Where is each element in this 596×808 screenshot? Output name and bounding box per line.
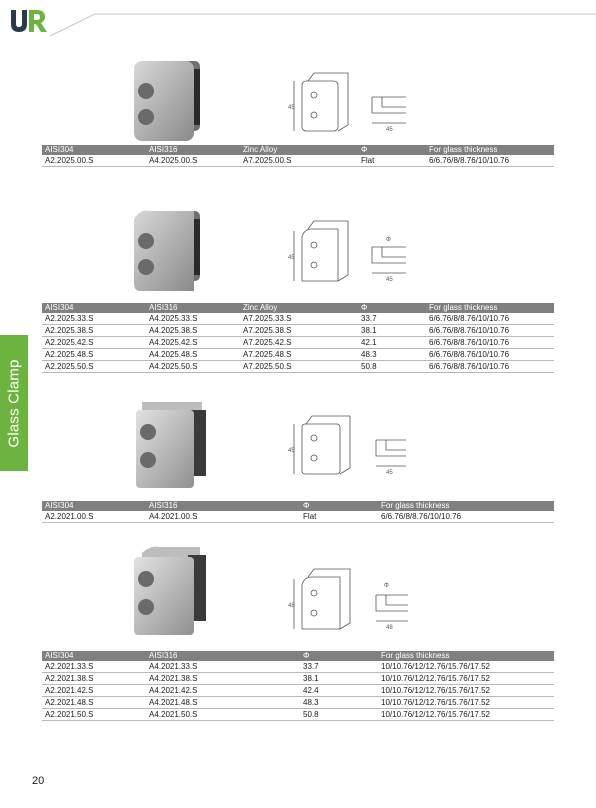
column-header: For glass thickness (378, 651, 554, 661)
table-cell: A2.2021.00.S (42, 511, 146, 523)
table-cell: A4.2025.42.S (146, 337, 240, 349)
table-cell: 6/6.76/8/8.76/10/10.76 (426, 349, 554, 361)
column-header: For glass thickness (426, 145, 554, 155)
product-photo-4 (130, 545, 210, 635)
column-header: AISI316 (146, 145, 240, 155)
table-cell: 10/10.76/12/12.76/15.76/17.52 (378, 697, 554, 709)
table-row (42, 361, 554, 373)
column-header: AISI304 (42, 303, 146, 313)
category-side-tab (0, 335, 28, 471)
brand-logo (8, 6, 48, 36)
table-cell: 42.1 (358, 337, 426, 349)
table-row (42, 697, 554, 709)
table-cell: A4.2025.38.S (146, 325, 240, 337)
table-cell: 38.1 (358, 325, 426, 337)
table-cell: 6/6.76/8/8.76/10/10.76 (426, 337, 554, 349)
table-cell: 6/6.76/8/8.76/10/10.76 (378, 511, 554, 523)
table-cell: 6/6.76/8/8.76/10/10.76 (426, 325, 554, 337)
table-row (42, 325, 554, 337)
table-header-row (42, 501, 554, 511)
table-cell: A4.2025.33.S (146, 313, 240, 325)
column-header: For glass thickness (426, 303, 554, 313)
table-cell: A4.2021.33.S (146, 661, 300, 673)
table-cell: A7.2025.48.S (240, 349, 358, 361)
column-header: Zinc Alloy (240, 145, 358, 155)
header-rule (0, 0, 596, 40)
table-cell: A2.2025.33.S (42, 313, 146, 325)
category-label: Glass Clamp (5, 358, 23, 448)
table-cell: 38.1 (300, 673, 378, 685)
table-cell: A2.2021.38.S (42, 673, 146, 685)
table-cell: 50.8 (358, 361, 426, 373)
table-cell: 6/6.76/8/8.76/10/10.76 (426, 361, 554, 373)
table-cell: A2.2025.00.S (42, 155, 146, 167)
table-cell: A4.2021.42.S (146, 685, 300, 697)
drawing-height-label: 45 (288, 448, 295, 454)
table-cell: 48.3 (300, 697, 378, 709)
table-cell: A4.2021.50.S (146, 709, 300, 721)
table-cell: A4.2021.00.S (146, 511, 300, 523)
table-row (42, 313, 554, 325)
column-header: For glass thickness (378, 501, 554, 511)
column-header: Φ (358, 303, 426, 313)
table-cell: A2.2025.48.S (42, 349, 146, 361)
table-cell: A4.2025.48.S (146, 349, 240, 361)
drawing-height-label: 45 (288, 105, 295, 111)
table-cell: A2.2025.38.S (42, 325, 146, 337)
table-header-row (42, 303, 554, 313)
table-cell: 48.3 (358, 349, 426, 361)
spec-table-4 (42, 651, 554, 721)
table-header-row (42, 651, 554, 661)
technical-drawing-1 (282, 67, 432, 147)
table-cell: Flat (300, 511, 378, 523)
column-header: AISI304 (42, 501, 146, 511)
drawing-width-label: 45 (386, 470, 393, 476)
column-header: AISI304 (42, 145, 146, 155)
table-row (42, 511, 554, 523)
table-cell: 10/10.76/12/12.76/15.76/17.52 (378, 673, 554, 685)
table-row (42, 673, 554, 685)
drawing-height-label: 48 (288, 603, 295, 609)
product-photo-3 (132, 400, 212, 490)
table-cell: 50.8 (300, 709, 378, 721)
table-cell: A7.2025.00.S (240, 155, 358, 167)
table-row (42, 155, 554, 167)
table-row (42, 661, 554, 673)
table-cell: A2.2021.42.S (42, 685, 146, 697)
column-header: AISI316 (146, 501, 300, 511)
column-header: Φ (300, 651, 378, 661)
column-header: AISI316 (146, 651, 300, 661)
page-number: 20 (32, 775, 45, 787)
table-row (42, 349, 554, 361)
column-header: Φ (358, 145, 426, 155)
table-cell: 42.4 (300, 685, 378, 697)
table-cell: A7.2025.50.S (240, 361, 358, 373)
table-cell: A7.2025.38.S (240, 325, 358, 337)
table-cell: 33.7 (300, 661, 378, 673)
technical-drawing-3 (282, 410, 432, 490)
table-cell: 6/6.76/8/8.76/10/10.76 (426, 313, 554, 325)
drawing-width-label: 48 (386, 625, 393, 631)
table-cell: 33.7 (358, 313, 426, 325)
table-cell: A2.2021.50.S (42, 709, 146, 721)
table-cell: 6/6.76/8/8.76/10/10.76 (426, 155, 554, 167)
table-header-row (42, 145, 554, 155)
drawing-width-label: 45 (386, 277, 393, 283)
table-cell: 10/10.76/12/12.76/15.76/17.52 (378, 661, 554, 673)
table-cell: A4.2021.38.S (146, 673, 300, 685)
table-cell: A2.2025.50.S (42, 361, 146, 373)
table-row (42, 709, 554, 721)
table-cell: A2.2021.33.S (42, 661, 146, 673)
table-cell: Flat (358, 155, 426, 167)
table-cell: A7.2025.42.S (240, 337, 358, 349)
table-cell: 10/10.76/12/12.76/15.76/17.52 (378, 685, 554, 697)
technical-drawing-2 (282, 217, 432, 297)
column-header: AISI304 (42, 651, 146, 661)
drawing-phi-label: Φ (386, 237, 391, 243)
table-cell: 10/10.76/12/12.76/15.76/17.52 (378, 709, 554, 721)
table-cell: A2.2025.42.S (42, 337, 146, 349)
product-photo-2 (130, 205, 210, 295)
table-cell: A4.2025.50.S (146, 361, 240, 373)
technical-drawing-4 (282, 565, 432, 645)
table-row (42, 337, 554, 349)
column-header: AISI316 (146, 303, 240, 313)
product-photo-1 (130, 55, 210, 145)
column-header: Zinc Alloy (240, 303, 358, 313)
spec-table-3 (42, 501, 554, 523)
spec-table-2 (42, 303, 554, 373)
table-cell: A2.2021.48.S (42, 697, 146, 709)
table-cell: A4.2025.00.S (146, 155, 240, 167)
drawing-height-label: 45 (288, 255, 295, 261)
table-row (42, 685, 554, 697)
drawing-width-label: 45 (386, 127, 393, 133)
table-cell: A7.2025.33.S (240, 313, 358, 325)
column-header: Φ (300, 501, 378, 511)
drawing-phi-label: Φ (384, 583, 389, 589)
table-cell: A4.2021.48.S (146, 697, 300, 709)
spec-table-1 (42, 145, 554, 167)
